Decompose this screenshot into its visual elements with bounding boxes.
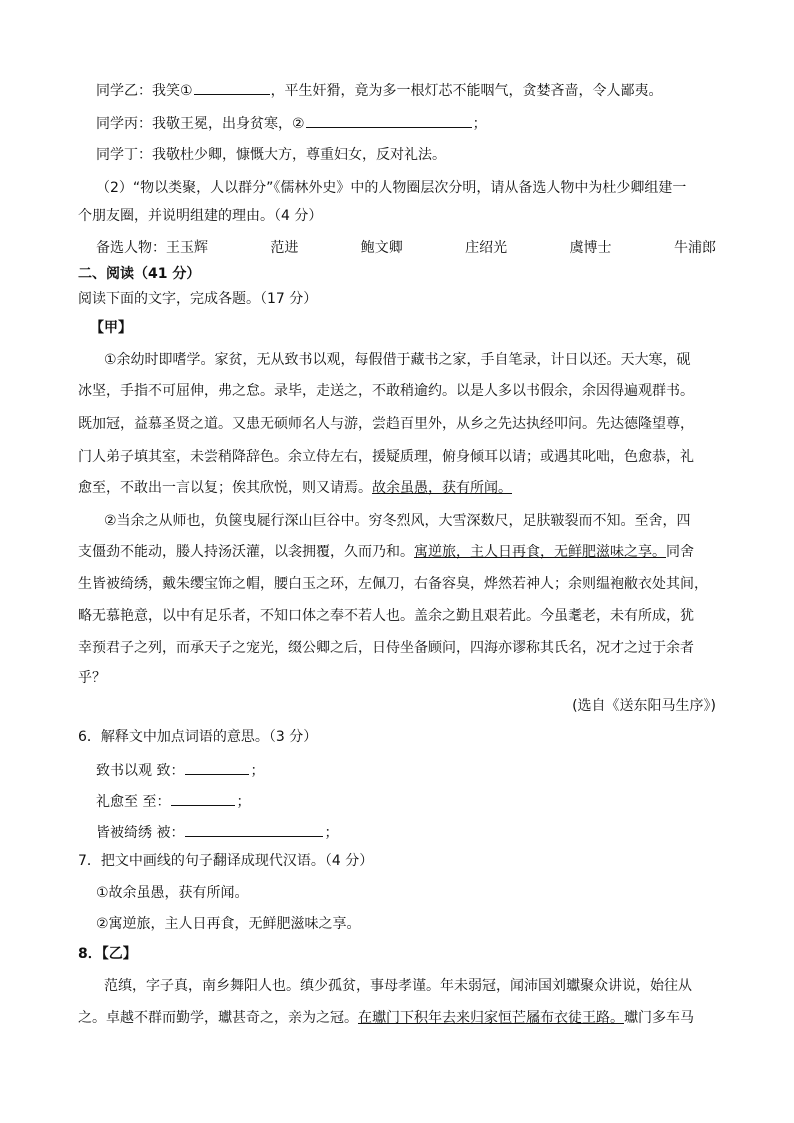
student-ding-line: 同学丁：我敬杜少卿，慷慨大方，尊重妇女，反对礼法。 [96, 147, 446, 163]
q7-item-2: ②寓逆旅，主人日再食，无鲜肥滋味之享。 [96, 916, 361, 932]
candidate-4: 庄绍光 [465, 240, 508, 256]
q6-sep-3: ； [324, 825, 339, 841]
candidates-row [96, 238, 716, 258]
q6-item-2-label: 礼愈至 至： [96, 794, 171, 810]
passage2-line4: 略无慕艳意，以中有足乐者，不知口体之奉不若人也。盖余之勤且艰若此。今虽耄老，未有所成，犹 [78, 608, 694, 624]
underlined-sentence-2: 寓逆旅，主人日再食，无鲜肥滋味之享。 [414, 544, 666, 560]
q6-blank-1[interactable] [185, 760, 249, 775]
q6-item-3-label: 皆被绮绣 被： [96, 825, 185, 841]
passage2-line2 [78, 542, 694, 562]
passage3-line2-text: 之。卓越不群而勤学，瓛甚奇之，亲为之冠。 [78, 1010, 358, 1026]
candidates-label: 备选人物： [96, 240, 166, 256]
candidate-name-1: 王玉辉 [166, 240, 208, 256]
q6-item-3 [96, 822, 338, 843]
q6-blank-2[interactable] [171, 791, 235, 806]
candidate-1 [96, 238, 208, 258]
passage1-line4: 门人弟子填其室，未尝稍降辞色。余立侍左右，援疑质理，俯身倾耳以请；或遇其叱咄，色愈恭，礼 [78, 449, 694, 465]
candidate-2: 范进 [270, 240, 299, 256]
passage2-line6: 乎？ [78, 670, 106, 686]
q6-title: 6．解释文中加点词语的意思。（3 分） [78, 729, 318, 745]
underlined-sentence-1: 故余虽愚，获有所闻。 [372, 480, 512, 496]
candidate-5: 虞博士 [569, 240, 612, 256]
q7-item-1: ①故余虽愚，获有所闻。 [96, 885, 249, 901]
passage2-line3: 生皆被绮绣，戴朱缨宝饰之帽，腰白玉之环，左佩刀，右备容臭，烨然若神人；余则缊袍敝衣处其间， [78, 576, 708, 592]
underlined-sentence-3: 在瓛门下积年去来归家恒芒屩布衣徒王路。 [358, 1010, 624, 1026]
passage2-line1: ②当余之从师也，负箧曳屣行深山巨谷中。穷冬烈风，大雪深数尺，足肤皲裂而不知。至舍，四 [104, 513, 691, 529]
passage1-line5 [78, 478, 512, 498]
passage1-line5-text: 愈至，不敢出一言以复；俟其欣悦，则又请焉。 [78, 480, 372, 496]
q6-item-1-label: 致书以观 致： [96, 763, 185, 779]
student-yi-prefix: 同学乙：我笑① [96, 83, 193, 99]
student-bing-line [96, 113, 487, 134]
q7-title: 7．把文中画线的句子翻译成现代汉语。（4 分） [78, 853, 374, 869]
passage2-line2-text: 支僵劲不能动，媵人持汤沃灌，以衾拥覆，久而乃和。 [78, 544, 414, 560]
student-yi-suffix: ，平生奸猾，竟为多一根灯芯不能咽气，贪婪吝啬，令人鄙夷。 [270, 83, 663, 99]
passage2-line2-tail: 同舍 [666, 544, 694, 560]
source-citation: (选自《送东阳马生序》) [572, 698, 716, 714]
q2-line2: 个朋友圈，并说明组建的理由。（4 分） [78, 208, 323, 224]
q6-sep-2: ； [236, 794, 251, 810]
passage3-line2-tail: 瓛门多车马 [624, 1010, 694, 1026]
answer-blank-1[interactable] [194, 80, 270, 95]
q2-line1: （2）“物以类聚，人以群分”《儒林外史》中的人物圈层次分明，请从备选人物中为杜少卿组建一 [96, 180, 687, 196]
passage1-line2: 冰坚，手指不可屈伸，弗之怠。录毕，走送之，不敢稍逾约。以是人多以书假余，余因得遍观群书。 [78, 383, 694, 399]
q8-title: 8．【乙】 [78, 946, 137, 962]
passage2-line5: 幸预君子之列，而承天子之宠光，缀公卿之后，日侍坐备顾问，四海亦谬称其氏名，况才之过于余者 [78, 640, 694, 656]
student-bing-suffix: ； [472, 116, 487, 132]
section-instruction: 阅读下面的文字，完成各题。（17 分） [78, 291, 318, 307]
candidate-6: 牛浦郎 [673, 240, 716, 256]
passage3-line1: 范缜，字子真，南乡舞阳人也。缜少孤贫，事母孝谨。年未弱冠，闻沛国刘瓛聚众讲说，始往从 [104, 978, 692, 994]
passage1-line1: ①余幼时即嗜学。家贫，无从致书以观，每假借于藏书之家，手自笔录，计日以还。天大寒，砚 [104, 352, 691, 368]
jia-label: 【甲】 [90, 320, 132, 336]
student-yi-line [96, 80, 663, 101]
section-heading: 二、阅读（41 分） [78, 266, 201, 282]
q6-item-1 [96, 760, 264, 781]
passage3-line2 [78, 1008, 694, 1028]
q6-sep-1: ； [250, 763, 265, 779]
q6-item-2 [96, 791, 250, 812]
passage1-line3: 既加冠，益慕圣贤之道。又患无硕师名人与游，尝趋百里外，从乡之先达执经叩问。先达德隆望尊， [78, 416, 694, 432]
q6-blank-3[interactable] [185, 822, 323, 837]
student-bing-prefix: 同学丙：我敬王冕，出身贫寒，② [96, 116, 305, 132]
candidate-3: 鲍文卿 [360, 240, 403, 256]
answer-blank-2[interactable] [306, 113, 472, 128]
